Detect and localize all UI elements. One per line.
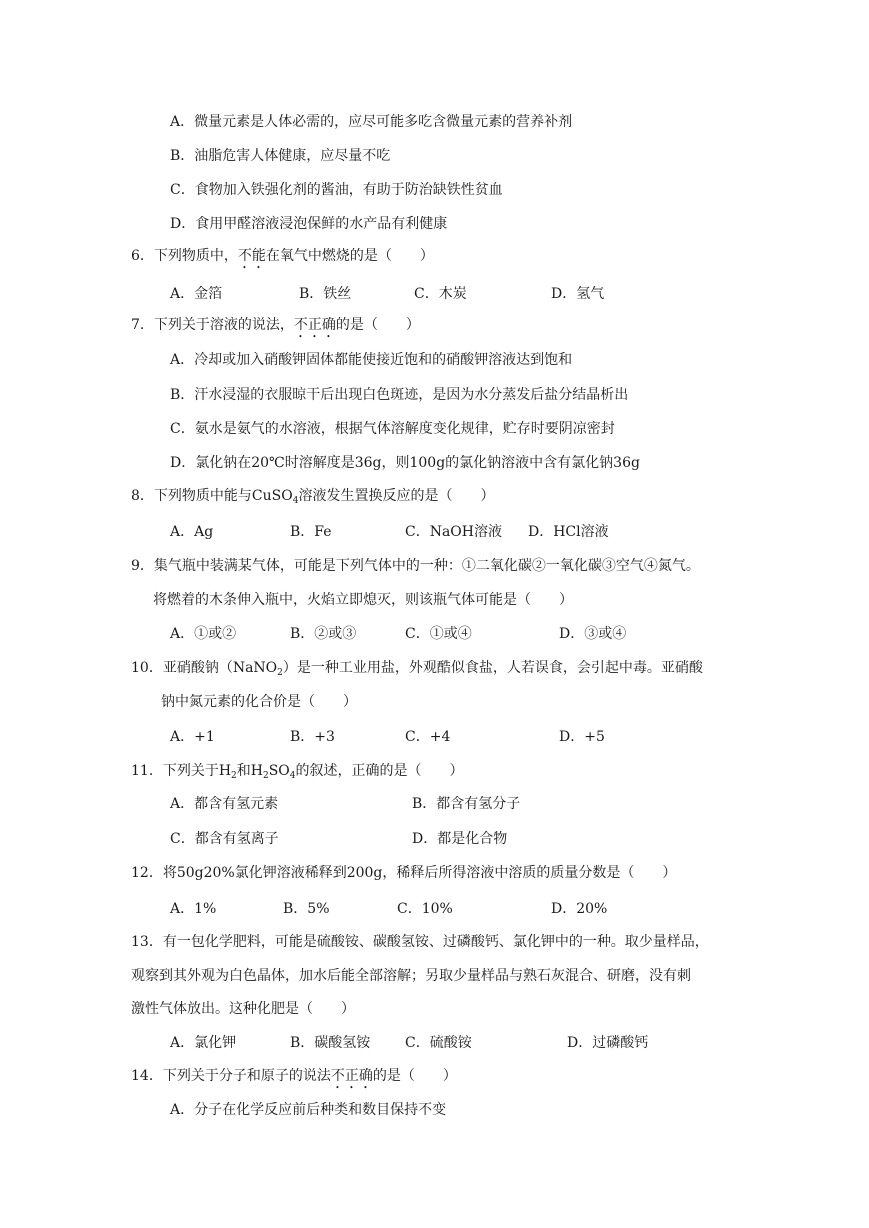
q13-option-d: D．过磷酸钙: [567, 1035, 649, 1051]
q13-stem-line1: 13．有一包化学肥料，可能是硫酸铵、碳酸氢铵、过磷酸钙、氯化钾中的一种。取少量样品，: [131, 934, 709, 950]
q10-option-a: A．+1: [170, 729, 215, 745]
q13-option-a: A．氯化钾: [170, 1035, 237, 1051]
q12-stem: 12．将50g20%氯化钾溶液稀释到200g，稀释后所得溶液中溶质的质量分数是（ ）: [131, 865, 677, 881]
q5-option-a: A．微量元素是人体必需的，应尽可能多吃含微量元素的营养补剂: [170, 114, 573, 130]
q9-stem-line2: 将燃着的木条伸入瓶中，火焰立即熄灭，则该瓶气体可能是（ ）: [153, 592, 573, 608]
q14-stem: [131, 1067, 457, 1092]
q12-option-a: A．1%: [170, 901, 217, 917]
q14-stem-pre: 14．下列关于分子和原子的说法: [131, 1068, 331, 1084]
q8-stem-subscript: 4: [292, 496, 299, 506]
q5-option-d: D．食用甲醛溶液浸泡保鲜的水产品有利健康: [170, 216, 448, 232]
q14-stem-post: 的是（ ）: [372, 1068, 457, 1084]
q10-stem-line2: 钠中氮元素的化合价是（ ）: [161, 694, 357, 710]
q8-stem: [131, 487, 494, 505]
q5-option-c: C．食物加入铁强化剂的酱油，有助于防治缺铁性贫血: [170, 182, 503, 198]
q6-option-a: A．金箔: [170, 286, 223, 302]
q8-stem-pre: 8．下列物质中能与CuSO: [131, 488, 293, 504]
q7-stem-post: 的是（ ）: [335, 317, 420, 333]
q11-stem-mid: 和H: [236, 763, 263, 779]
q6-option-d: D．氢气: [551, 286, 605, 302]
q10-stem-pre: 10．亚硝酸钠（NaNO: [131, 660, 278, 676]
q12-option-c: C．10%: [397, 901, 453, 917]
q6-option-c: C．木炭: [414, 286, 467, 302]
q10-stem-post: ）是一种工业用盐，外观酷似食盐，人若误食，会引起中毒。亚硝酸: [282, 660, 703, 676]
q11-stem-subscript-2: 2: [262, 771, 269, 781]
q6-stem-post: 在氧气中燃烧的是（ ）: [265, 248, 434, 264]
q9-option-a: A．①或②: [170, 626, 237, 642]
q13-stem-line2: 观察到其外观为白色晶体，加水后能全部溶解；另取少量样品与熟石灰混合、研磨，没有刺: [131, 968, 691, 984]
q8-option-d: D．HCl溶液: [528, 524, 609, 540]
q7-option-a: A．冷却或加入硝酸钾固体都能使接近饱和的硝酸钾溶液达到饱和: [170, 352, 573, 368]
q11-stem: [131, 762, 464, 780]
q10-stem-line1: [131, 659, 703, 677]
q7-option-c: C．氨水是氨气的水溶液，根据气体溶解度变化规律，贮存时要阴凉密封: [170, 421, 615, 437]
q12-option-b: B．5%: [283, 901, 330, 917]
q9-option-c: C．①或④: [405, 626, 472, 642]
q6-option-b: B．铁丝: [299, 286, 352, 302]
q13-option-c: C．硫酸铵: [405, 1035, 472, 1051]
q8-option-c: C．NaOH溶液: [405, 524, 502, 540]
q11-option-b: B．都含有氢分子: [412, 796, 521, 812]
q11-option-c: C．都含有氢离子: [170, 831, 279, 847]
q7-option-b: B．汗水浸湿的衣服晾干后出现白色斑迹，是因为水分蒸发后盐分结晶析出: [170, 387, 629, 403]
q14-stem-emphasis: 不正确: [330, 1068, 373, 1084]
q6-stem-emphasis: 不能: [237, 248, 266, 264]
q13-option-b: B．碳酸氢铵: [290, 1035, 371, 1051]
q7-option-d: D．氯化钠在20℃时溶解度是36g，则100g的氯化钠溶液中含有氯化钠36g: [170, 455, 640, 471]
q11-stem-mid2: SO: [268, 763, 290, 779]
q11-option-d: D．都是化合物: [412, 831, 508, 847]
q6-stem: [131, 247, 434, 272]
q8-option-a: A．Ag: [170, 524, 214, 540]
q7-stem-pre: 7．下列关于溶液的说法，: [131, 317, 294, 333]
q9-option-d: D．③或④: [559, 626, 627, 642]
q11-stem-post: 的叙述，正确的是（ ）: [295, 763, 464, 779]
q11-option-a: A．都含有氢元素: [170, 796, 279, 812]
q12-option-d: D．20%: [551, 901, 608, 917]
q7-stem: [131, 316, 420, 341]
q11-stem-pre: 11．下列关于H: [131, 763, 232, 779]
q9-stem-line1: 9．集气瓶中装满某气体，可能是下列气体中的一种：①二氧化碳②一氧化碳③空气④氮气。: [131, 558, 700, 574]
q10-stem-subscript: 2: [277, 668, 283, 678]
q5-option-b: B．油脂危害人体健康，应尽量不吃: [170, 148, 391, 164]
q10-option-c: C．+4: [405, 729, 451, 745]
q11-stem-subscript-3: 4: [289, 771, 296, 781]
q13-stem-line3: 激性气体放出。这种化肥是（ ）: [131, 1001, 355, 1017]
q8-option-b: B．Fe: [290, 524, 332, 540]
q6-stem-pre: 6．下列物质中，: [131, 248, 238, 264]
q10-option-b: B．+3: [290, 729, 335, 745]
q7-stem-emphasis: 不正确: [293, 317, 336, 333]
q9-option-b: B．②或③: [290, 626, 357, 642]
q11-stem-subscript-1: 2: [231, 771, 237, 781]
q10-option-d: D．+5: [559, 729, 605, 745]
q8-stem-post: 溶液发生置换反应的是（ ）: [298, 488, 495, 504]
q14-option-a: A．分子在化学反应前后种类和数目保持不变: [170, 1102, 447, 1118]
